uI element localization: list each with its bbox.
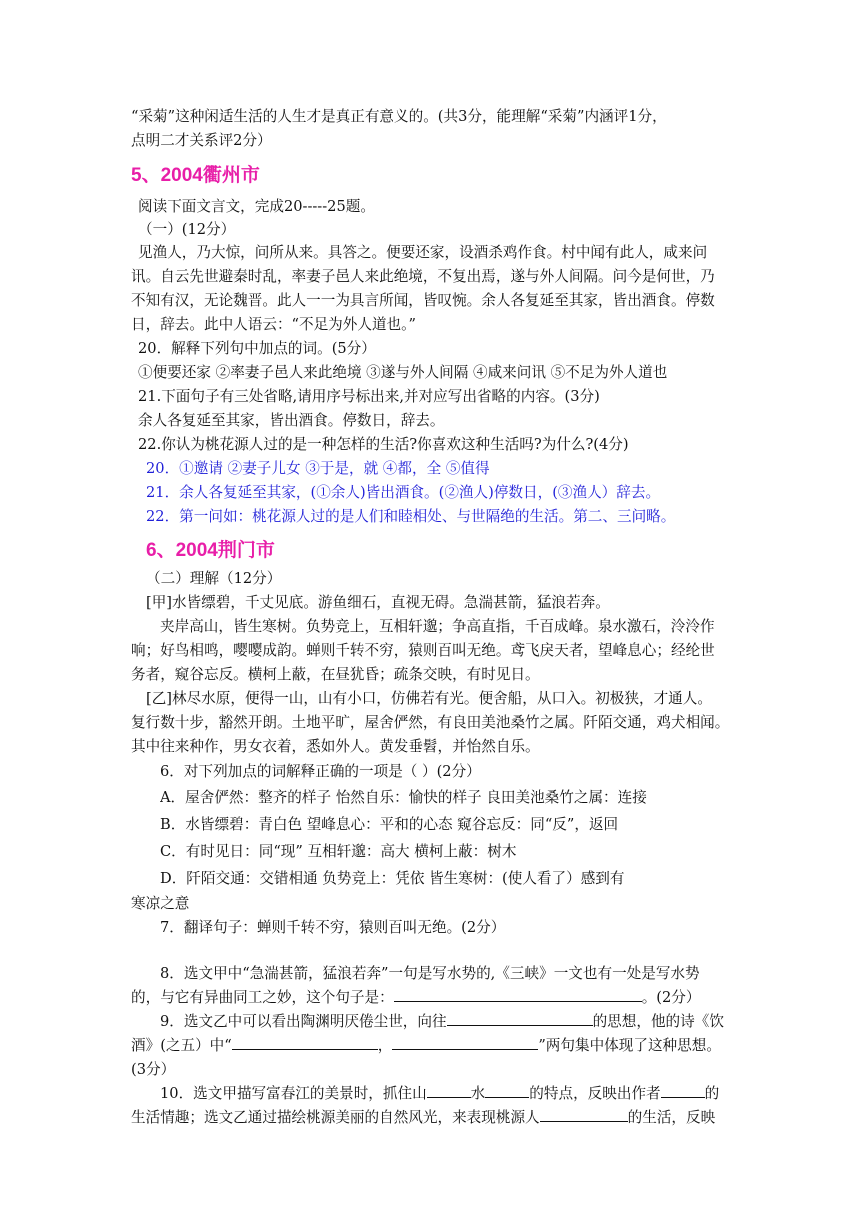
passage-line: 不知有汉，无论魏晋。此人一一为具言所闻，皆叹惋。余人各复延至其家，皆出酒食。停数: [131, 292, 715, 309]
text-fragment: 的: [704, 1085, 720, 1102]
answer-blank[interactable]: [392, 1035, 538, 1050]
question-6-option-b: B．水皆缥碧：青白色 望峰息心：平和的心态 窥谷忘反：同“反”，返回: [160, 816, 619, 833]
question-20: 20．解释下列句中加点的词。(5分）: [138, 340, 376, 357]
question-6-option-d: D．阡陌交通：交错相通 负势竞上：凭依 皆生寒树：(使人看了）感到有: [160, 870, 625, 887]
passage-jia-line: 夹岸高山，皆生寒树。负势竞上，互相轩邈；争高直指，千百成峰。泉水激石，泠泠作: [160, 618, 715, 635]
section-heading-5: 5、2004衢州市: [131, 165, 260, 186]
passage-line: 日，辞去。此中人语云：“不足为外人道也。”: [131, 316, 416, 333]
question-6-option-d-cont: 寒凉之意: [131, 895, 190, 912]
passage-jia-line: 务者，窥谷忘反。横柯上蔽，在昼犹昏；疏条交映，有时见日。: [131, 666, 540, 683]
answer-blank[interactable]: [447, 1011, 593, 1026]
question-6: 6．对下列加点的词解释正确的一项是（ ）(2分）: [160, 763, 481, 780]
question-8: 8．选文甲中“急湍甚箭，猛浪若奔”一句是写水势的,《三峡》一文也有一处是写水势: [160, 965, 700, 982]
text-line: 阅读下面文言文，完成20-----25题。: [138, 198, 375, 215]
text-fragment: ”两句集中体现了这种思想。: [538, 1037, 721, 1054]
text-line: 点明二才关系评2分）: [131, 132, 272, 149]
question-10: [160, 1082, 762, 1106]
question-7: 7．翻译句子：蝉则千转不穷，猿则百叫无绝。(2分）: [160, 919, 506, 936]
text-fragment: 9．选文乙中可以看出陶渊明厌倦尘世，向往: [160, 1013, 447, 1030]
passage-line: 见渔人，乃大惊，问所从来。具答之。便要还家，设酒杀鸡作食。村中闻有此人，咸来问: [138, 244, 708, 261]
passage-yi-line: [乙]林尽水原，便得一山，山有小口，仿佛若有光。便舍船，从口入。初极狭，才通人。: [146, 690, 712, 707]
question-9-points: (3分）: [131, 1061, 176, 1078]
question-21: 21.下面句子有三处省略,请用序号标出来,并对应写出省略的内容。(3分): [138, 388, 600, 405]
answer-22: 22．第一问如：桃花源人过的是人们和睦相处、与世隔绝的生活。第二、三问略。: [146, 508, 676, 525]
text-fragment: 生活情趣；选文乙通过描绘桃源美丽的自然风光，来表现桃源人: [131, 1109, 540, 1126]
text-line: （一）(12分）: [138, 221, 236, 238]
text-fragment: 10．选文甲描写富春江的美景时，抓住山: [160, 1085, 427, 1102]
text-line: （二）理解（12分）: [146, 570, 282, 587]
answer-blank[interactable]: [485, 1083, 529, 1098]
question-6-option-a: A．屋舍俨然：整齐的样子 怡然自乐：愉快的样子 良田美池桑竹之属：连接: [160, 789, 647, 806]
answer-blank[interactable]: [661, 1083, 705, 1098]
text-fragment: 的生活，反映: [627, 1109, 716, 1126]
passage-jia-line: [甲]水皆缥碧，千丈见底。游鱼细石，直视无碍。急湍甚箭，猛浪若奔。: [146, 594, 610, 611]
answer-21: 21．余人各复延至其家，(①余人)皆出酒食。(②渔人)停数日，(③渔人）辞去。: [146, 484, 661, 501]
question-10-cont: [131, 1106, 733, 1130]
answer-blank[interactable]: [540, 1107, 628, 1122]
passage-jia-line: 响；好鸟相鸣，嘤嘤成韵。蝉则千转不穷，猿则百叫无绝。鸢飞戾天者，望峰息心；经纶世: [131, 642, 715, 659]
answer-blank[interactable]: [427, 1083, 471, 1098]
text-fragment: 的特点，反映出作者: [529, 1085, 661, 1102]
answer-20: 20．①邀请 ②妻子儿女 ③于是，就 ④都，全 ⑤值得: [146, 460, 490, 477]
section-heading-6: 6、2004荆门市: [146, 540, 275, 561]
question-20-items: ①便要还家 ②率妻子邑人来此绝境 ③遂与外人间隔 ④咸来问讯 ⑤不足为外人道也: [138, 364, 668, 381]
text-fragment: 酒》(之五）中“: [131, 1037, 232, 1054]
text-fragment: ，: [377, 1037, 393, 1054]
question-6-option-c: C．有时见日：同“现” 互相轩邈：高大 横柯上蔽：树木: [160, 843, 517, 860]
passage-yi-line: 其中往来种作，男女衣着，悉如外人。黄发垂髫，并怡然自乐。: [131, 738, 540, 755]
answer-blank[interactable]: [232, 1035, 378, 1050]
question-9: [160, 1010, 762, 1034]
question-21-sentence: 余人各复延至其家，皆出酒食。停数日，辞去。: [138, 412, 445, 429]
question-22: 22.你认为桃花源人过的是一种怎样的生活?你喜欢这种生活吗?为什么?(4分): [138, 436, 629, 453]
passage-line: 讯。自云先世避秦时乱，率妻子邑人来此绝境，不复出焉，遂与外人间隔。问今是何世，乃: [131, 268, 715, 285]
passage-yi-line: 复行数十步，豁然开朗。土地平旷，屋舍俨然，有良田美池桑竹之属。阡陌交通，鸡犬相闻。: [131, 714, 730, 731]
text-line: “采菊”这种闲适生活的人生才是真正有意义的。(共3分，能理解“采菊”内涵评1分，: [131, 108, 667, 125]
text-fragment: 。(2分）: [641, 989, 701, 1006]
text-fragment: 的思想，他的诗《饮: [592, 1013, 724, 1030]
text-fragment: 的，与它有异曲同工之妙，这个句子是：: [131, 989, 394, 1006]
answer-blank[interactable]: [394, 987, 642, 1002]
text-fragment: 水: [470, 1085, 486, 1102]
question-9-cont: [131, 1034, 733, 1058]
question-8-cont: [131, 986, 733, 1010]
